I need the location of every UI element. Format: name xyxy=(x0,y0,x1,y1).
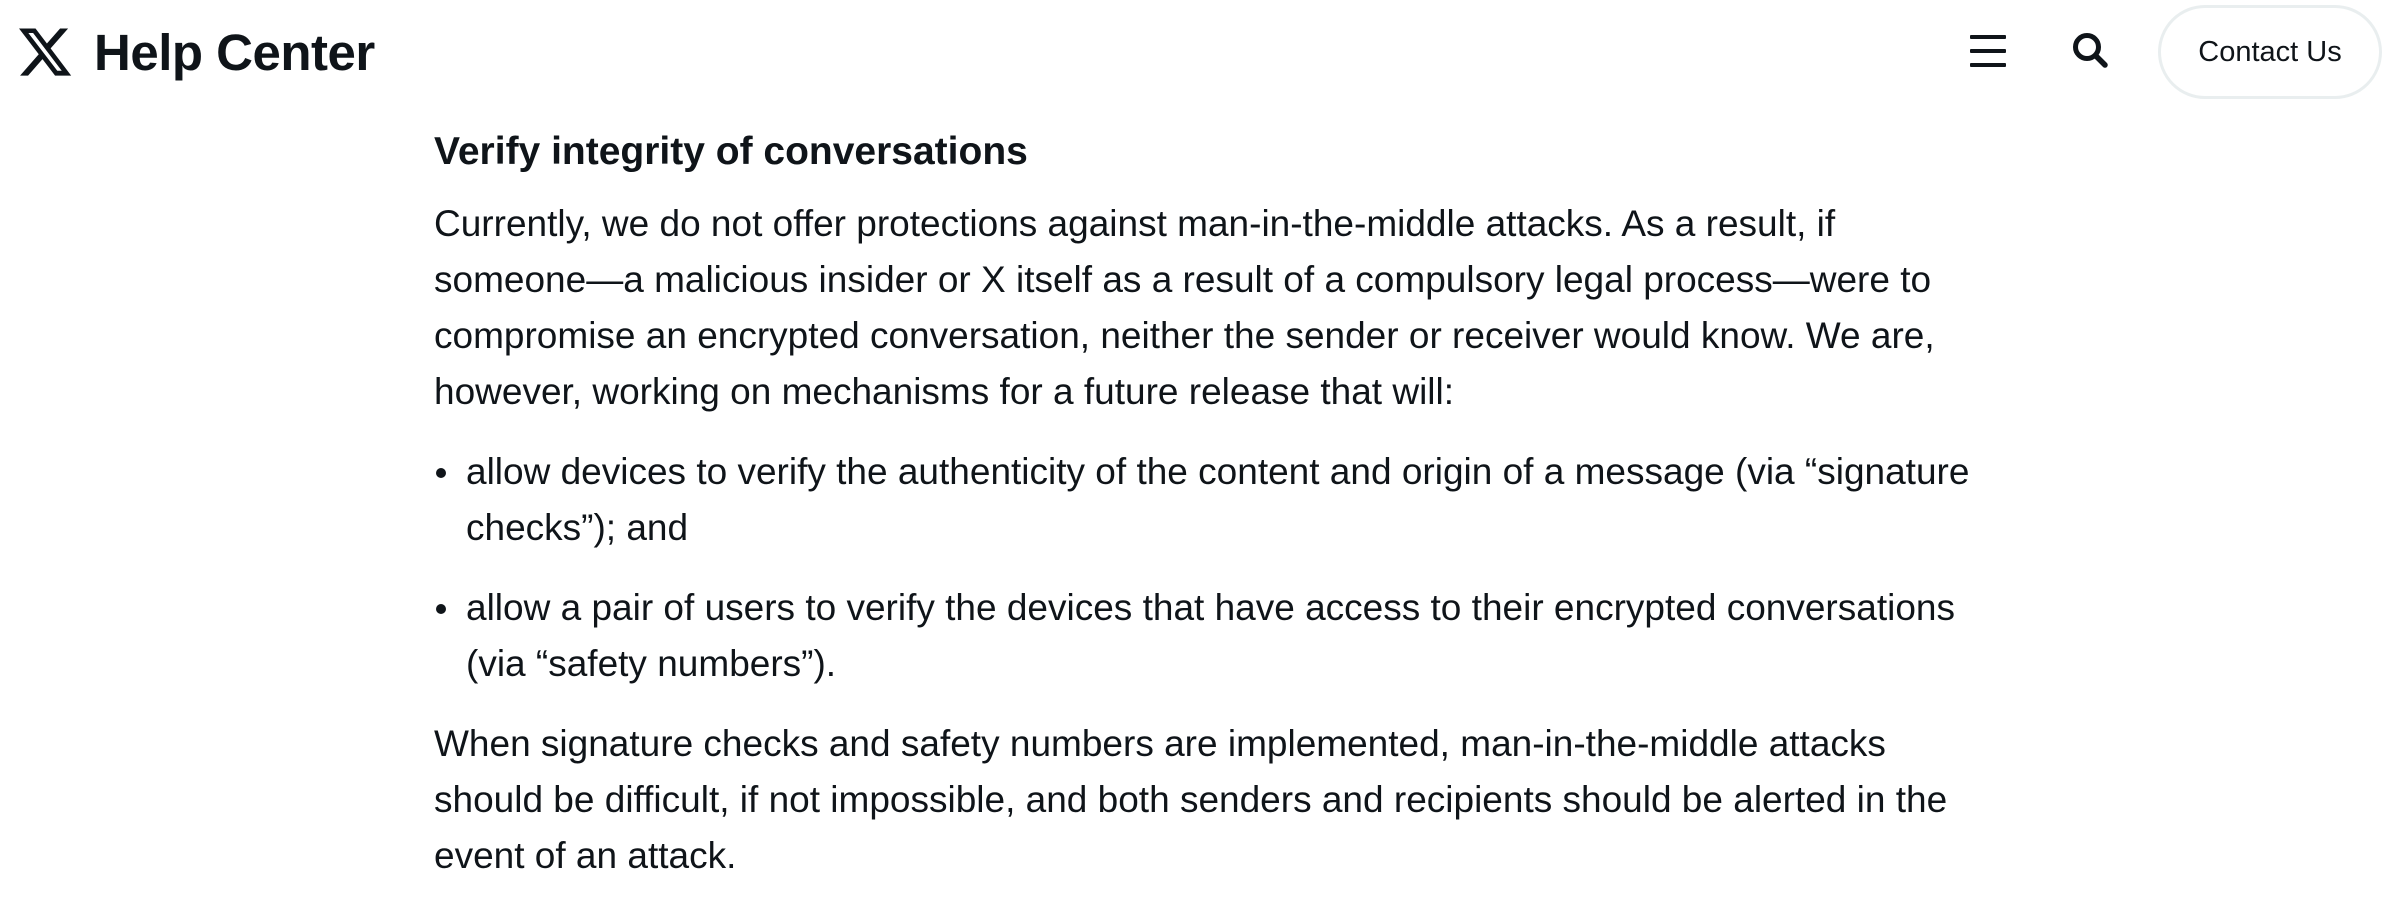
x-logo-icon xyxy=(16,22,74,82)
article-section xyxy=(434,120,1994,884)
hamburger-menu-icon xyxy=(1968,33,2008,69)
list-item xyxy=(434,444,1994,556)
bullet-list xyxy=(434,444,1994,692)
section-heading: Verify integrity of conversations xyxy=(434,130,1028,173)
contact-us-button[interactable]: Contact Us xyxy=(2158,5,2382,99)
closing-paragraph: When signature checks and safety numbers are implemented, man-in-the-middle attacks should be difficult, if not impossible, and both senders and recipients should be alerted in the event of an attack. xyxy=(434,723,1948,876)
site-header xyxy=(0,0,2402,110)
bullet-dot-icon xyxy=(436,468,446,478)
bullet-dot-icon xyxy=(436,604,446,614)
search-button[interactable] xyxy=(2066,26,2114,74)
intro-paragraph: Currently, we do not offer protections against man-in-the-middle attacks. As a result, if someone—a malicious insider or X itself as a result of a compulsory legal process—were to compromise an encrypted conversation, neither the sender or receiver would know. We are, however, working on mechanisms for a future release that will: xyxy=(434,203,1935,412)
help-center-home-link[interactable] xyxy=(16,16,375,88)
menu-button[interactable] xyxy=(1966,30,2010,72)
list-item-text: allow devices to verify the authenticity of the content and origin of a message (via “signature checks”); and xyxy=(466,451,1970,548)
list-item xyxy=(434,580,1994,692)
list-item-text: allow a pair of users to verify the devices that have access to their encrypted conversations (via “safety numbers”). xyxy=(466,587,1955,684)
search-icon xyxy=(2070,30,2110,70)
site-title: Help Center xyxy=(94,23,375,81)
